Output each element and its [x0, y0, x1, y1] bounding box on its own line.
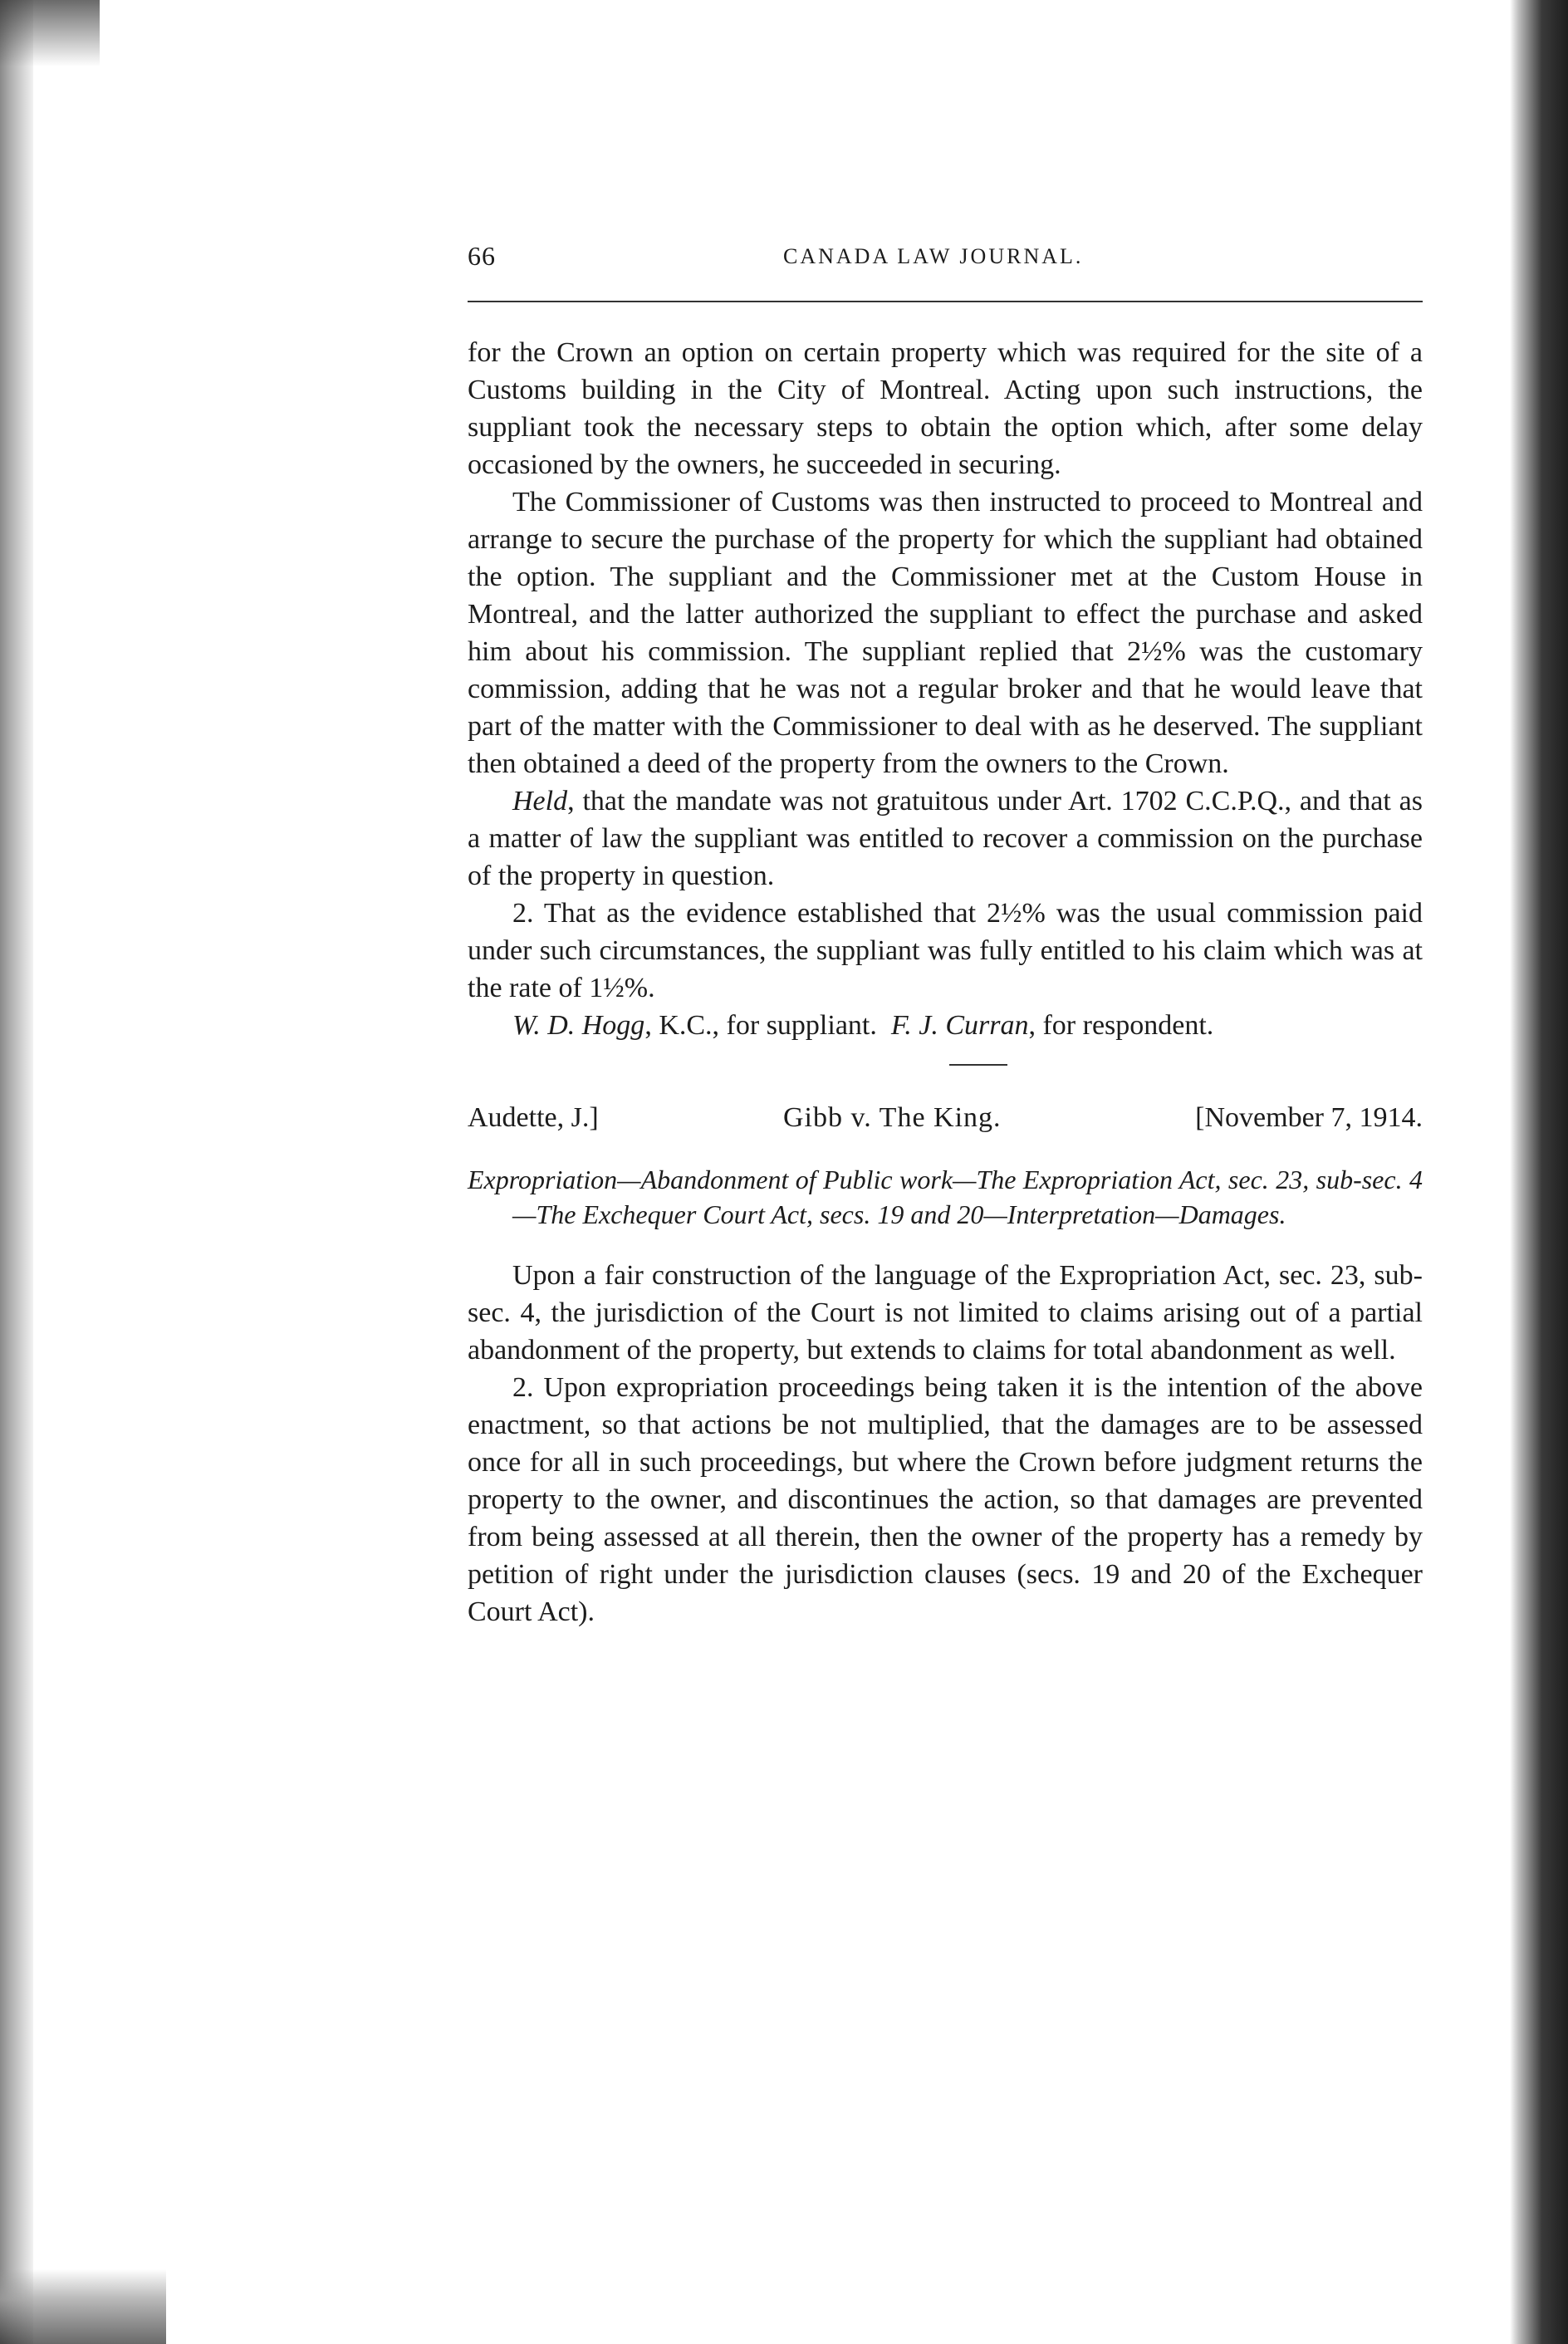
held-text: , that the mandate was not gratuitous under Art. 1702 C.C.P.Q., and that as a matter of law the suppliant was entitled to recover a commission on the purchase of the property in question. — [468, 786, 1423, 891]
header-rule — [468, 301, 1423, 302]
case-heading — [468, 1102, 1423, 1140]
headnote-paragraph-1: Upon a fair construction of the language of the Expropriation Act, sec. 23, sub-sec. 4, the jurisdiction of the Court is not limited to claims arising out of a partial abandonment of the property, but extends to claims for total abandonment as well. — [468, 1260, 1423, 1366]
scan-right-edge — [1510, 0, 1568, 2344]
scan-bottom-left-shadow — [0, 2269, 166, 2344]
case-name: Gibb v. The King. — [783, 1102, 1002, 1133]
held-label: Held — [512, 786, 568, 816]
held-paragraph — [468, 782, 1423, 895]
page-number: 66 — [468, 241, 496, 271]
counsel-paragraph — [468, 1007, 1423, 1044]
scan-top-left-shadow — [0, 0, 100, 66]
body-paragraph-1: for the Crown an option on certain property which was required for the site of a Customs building in the City of Montreal. Acting upon such instructions, the suppliant took the necessary steps to obtain the option which, after some delay occasioned by the owners, he succeeded in securing. — [468, 337, 1423, 480]
journal-title: CANADA LAW JOURNAL. — [783, 244, 1084, 268]
counsel-suppliant-role: , K.C., for suppliant. — [644, 1010, 877, 1041]
running-head — [468, 241, 1423, 276]
counsel-respondent-name: F. J. Curran — [890, 1010, 1029, 1041]
headnote-paragraph-2: 2. Upon expropriation proceedings being taken it is the intention of the above enactment, so that actions be not multiplied, that the damages are to be assessed once for all in such proceedings, but where the Crown before judgment returns the property to the owner, and discontinues the action, so that damages are prevented from being assessed at all therein, then the owner of the property has a remedy by petition of right under the jurisdiction clauses (secs. 19 and 20 of the Exchequer Court Act). — [468, 1372, 1423, 1627]
body-paragraph-2: The Commissioner of Customs was then instructed to proceed to Montreal and arrange to secure the purchase of the property for which the suppliant had obtained the option. The suppliant and the Commissioner met at the Custom House in Montreal, and the latter authorized the suppliant to effect the purchase and asked him about his commission. The suppliant replied that 2½% was the customary commission, adding that he was not a regular broker and that he would leave that part of the matter with the Commissioner to deal with as he deserved. The suppliant then obtained a deed of the property from the owners to the Crown. — [468, 487, 1423, 779]
case-judge: Audette, J.] — [468, 1102, 599, 1133]
scan-left-edge — [0, 0, 33, 2344]
journal-page — [468, 241, 1423, 1631]
holding-2-paragraph: 2. That as the evidence established that 2½% was the usual commission paid under such circumstances, the suppliant was fully entitled to his claim which was at the rate of 1½%. — [468, 898, 1423, 1003]
headnote-topics: Expropriation—Abandonment of Public work—The Expropriation Act, sec. 23, sub-sec. 4—The Exchequer Court Act, secs. 19 and 20—Interpretation—Damages. — [468, 1165, 1423, 1229]
counsel-respondent-role: , for respondent. — [1028, 1010, 1214, 1041]
section-divider — [949, 1064, 1007, 1066]
counsel-suppliant-name: W. D. Hogg — [512, 1010, 645, 1041]
case-date: [November 7, 1914. — [1195, 1102, 1423, 1133]
